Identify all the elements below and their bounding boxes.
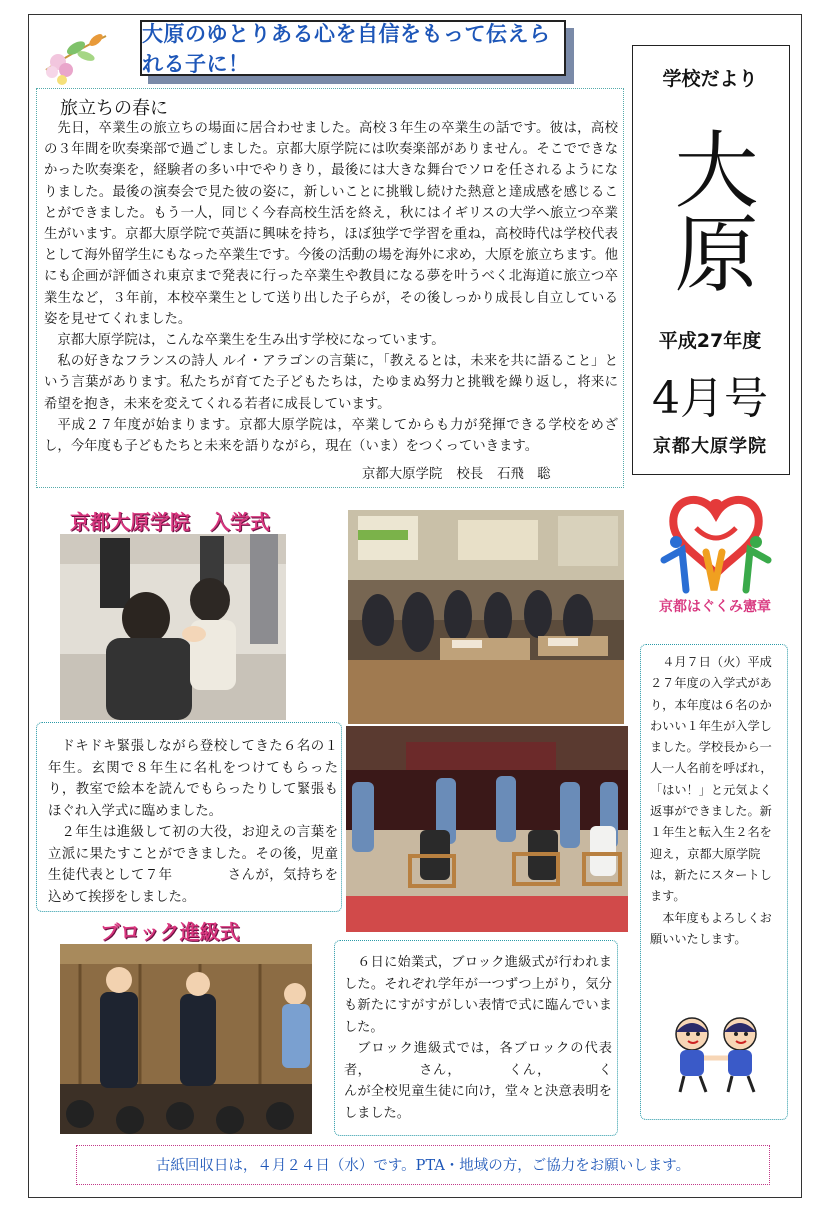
sidebar-paragraph: ４月７日（火）平成２７年度の入学式があり，本年度は６名のかわいい１年生が入学しました。学校長から一人一人名前を呼ばれ，「はい！」と元気よく返事ができました。新１年生と転入生２名を迎え，京都大原学院は，新たにスタートします。 [650,655,773,904]
block-ceremony-photo [60,944,312,1134]
sidebar-paragraph: 本年度もよろしくお願いいたします。 [650,910,772,946]
entrance-paragraph: ２年生は進級して初の大役，お迎えの言葉を立派に果たすことができました。その後，児童生徒代表として７年 さんが，気持ちを込めて挨拶をしました。 [48,825,338,905]
message-signature [362,463,565,482]
motto-banner: 大原のゆとりある心を自信をもって伝えられる子に！ [140,20,566,76]
block-paragraph: ６日に始業式，ブロック進級式が行われました。それぞれ学年が一つずつ上がり，気分も新たにすがすがしい表情で式に臨んでいました。 [344,955,612,1035]
message-paragraph: 平成２７年度が始まります。京都大原学院は，卒業してからも力が発揮できる学校をめざし，今年度も子どもたちと未来を語りながら，現在（いま）をつくっていきます。 [44,417,618,455]
entrance-story-text [48,736,338,908]
block-heading: ブロック進級式 [100,920,240,944]
principal-message-body [44,118,618,457]
message-paragraph: 先日，卒業生の旅立ちの場面に居合わせました。高校３年生の卒業生の話です。彼は，高校の３年間を吹奏楽部で過ごしました。京都大原学院には吹奏楽部がありません。そこでできなかった吹奏楽を，経験者の多い中でやりきり，最後には大きな舞台でソロを任されるようになりました。最後の演奏会で見た彼の姿に，新しいことに挑戦し続けた熱意と達成感を感じることができました。もう一人，同じく今春高校生活を終え，秋にはイギリスの大学へ旅立つ卒業生がいます。京都大原学院で英語に興味を持ち，ほぼ独学で学習を重ね，高校時代は学校代表として海外留学生にもなった卒業生です。今後の活動の場を海外に求め，大原を旅立ちます。他にも企画が評価され東京まで発表に行った卒業生や教員になる夢を叶うべく北海道に旅立つ卒業生など，３年前，本校卒業生として送り出した子らが，その後しっかり成長し自立している姿を見せてくれました。 [44,121,618,327]
classroom-photo [348,510,624,724]
message-paragraph: 私の好きなフランスの詩人 ルイ・アラゴンの言葉に，「教えるとは，未来を共に語ること」という言葉があります。私たちが育てた子どもたちは，たゆまぬ努力と挑戦を繰り返し，将来に希望を抱き，未来を変えてくれる若者に成長しています。 [44,354,618,412]
children-illustration-icon [658,1012,774,1096]
footer-notice: 古紙回収日は，４月２４日（水）です。PTA・地域の方，ご協力をお願いします。 [155,1158,691,1174]
principal-message-heading: 旅立ちの春に [60,98,168,119]
entrance-heading: 京都大原学院 入学式 [70,510,270,534]
masthead-school: 京都大原学院 [653,436,767,457]
message-paragraph: 京都大原学院は，こんな卒業生を生み出す学校になっています。 [57,333,445,349]
masthead-title [640,126,780,317]
masthead-subtitle: 学校だより [662,68,758,90]
entrance-photo-nametag [60,534,286,720]
masthead-title-text: 大原 [661,126,759,294]
block-paragraph: ブロック進級式では，各ブロックの代表者， さん， くん， くんが全校児童生徒に向け，堂々と決意表明をしました。 [344,1041,612,1121]
sidebar-story-text [650,652,782,950]
ceremony-photo [346,726,628,932]
block-story-text [344,952,612,1124]
masthead-year: 平成27年度 [658,330,762,352]
pta-logo-icon [656,490,776,594]
flower-decoration-icon [36,26,116,86]
signature-name: 石飛 聡 [497,467,551,482]
masthead-issue: 4月号 [652,373,768,424]
pta-caption: 京都はぐくみ憲章 [659,599,771,615]
signature-school: 京都大原学院 [362,467,443,482]
entrance-paragraph: ドキドキ緊張しながら登校してきた６名の１年生。玄関で８年生に名札をつけてもらったり，教室で絵本を読んでもらったりして緊張もほぐれ入学式に臨めました。 [48,739,338,819]
signature-role: 校長 [456,467,484,482]
